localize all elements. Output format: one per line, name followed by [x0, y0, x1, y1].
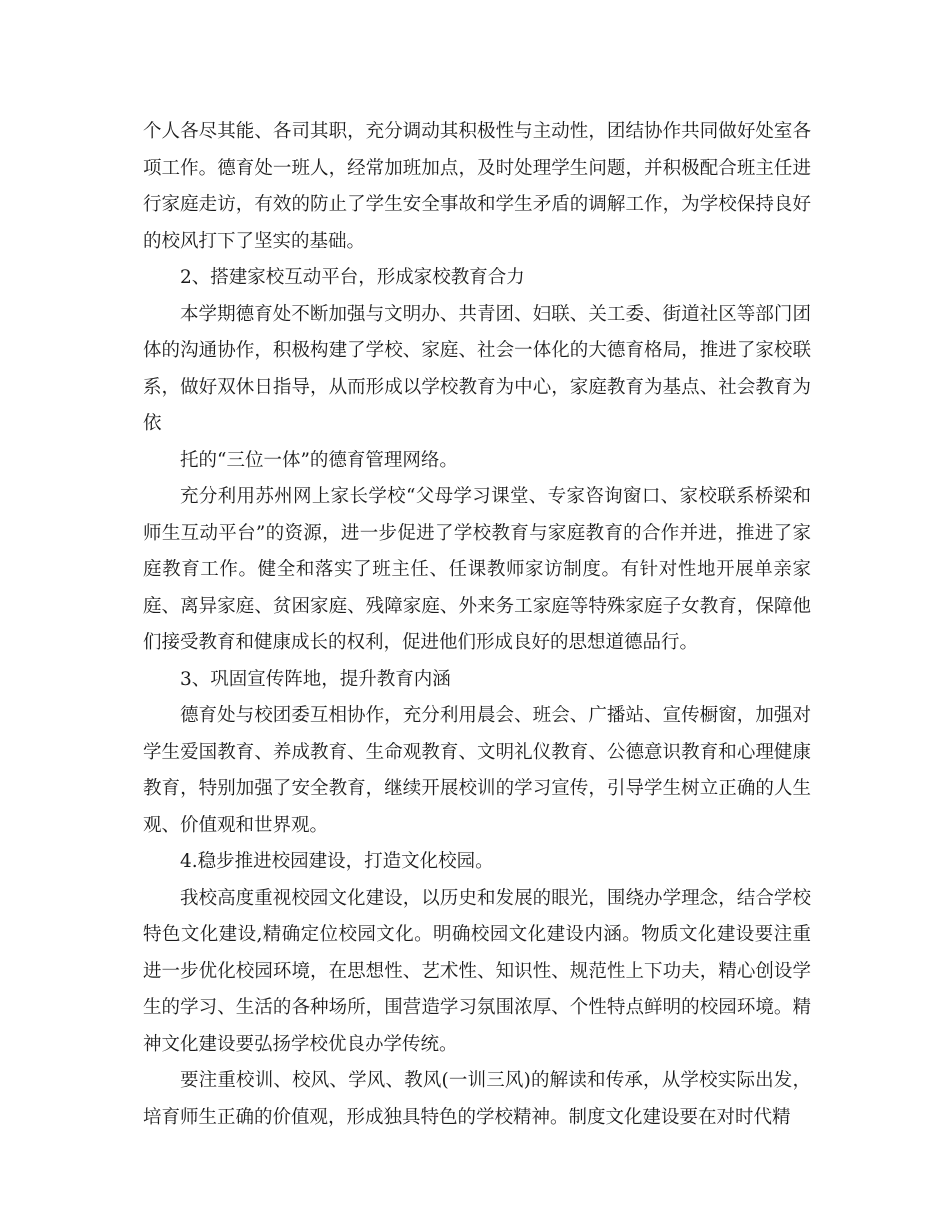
paragraph-online-parent-school: 充分利用苏州网上家长学校“父母学习课堂、专家咨询窗口、家校联系桥梁和师生互动平台”的资源，进一步促进了学校教育与家庭教育的合作并进，推进了家庭教育工作。健全和落实了班主任、任课教师家访制度。有针对性地开展单亲家庭、离异家庭、贫困家庭、残障家庭、外来务工家庭等特殊家庭子女教育，保障他们接受教育和健康成长的权利，促进他们形成良好的思想道德品行。 [143, 486, 811, 653]
paragraph-moral-education: 德育处与校团委互相协作，充分利用晨会、班会、广播站、宣传橱窗，加强对学生爱国教育、养成教育、生命观教育、文明礼仪教育、公德意识教育和心理健康教育，特别加强了安全教育，继续开展校训的学习宣传，引导学生树立正确的人生观、价值观和世界观。 [143, 705, 811, 836]
paragraph-three-in-one: 托的“三位一体”的德育管理网络。 [180, 449, 458, 471]
paragraph-cooperation: 本学期德育处不断加强与文明办、共青团、妇联、关工委、街道社区等部门团体的沟通协作，积极构建了学校、家庭、社会一体化的大德育格局，推进了家校联系，做好双休日指导，从而形成以学校教育为中心，家庭教育为基点、社会教育为依 [143, 303, 811, 434]
section-heading-publicity: 3、巩固宣传阵地，提升教育内涵 [180, 668, 451, 690]
section-heading-campus-culture: 4.稳步推进校园建设，打造文化校园。 [180, 851, 494, 872]
paragraph-staff-work: 个人各尽其能、各司其职，充分调动其积极性与主动性，团结协作共同做好处室各项工作。德育处一班人，经常加班加点，及时处理学生问题，并积极配合班主任进行家庭走访，有效的防止了学生安全事故和学生矛盾的调解工作，为学校保持良好的校风打下了坚实的基础。 [143, 121, 811, 252]
section-heading-home-school-platform: 2、搭建家校互动平台，形成家校教育合力 [180, 267, 525, 288]
paragraph-school-spirit: 要注重校训、校风、学风、教风(一训三风)的解读和传承，从学校实际出发，培育师生正确的价值观，形成独具特色的学校精神。制度文化建设要在对时代精 [143, 1070, 811, 1128]
document-body [143, 114, 811, 1136]
paragraph-campus-culture: 我校高度重视校园文化建设，以历史和发展的眼光，围绕办学理念，结合学校特色文化建设,精确定位校园文化。明确校园文化建设内涵。物质文化建设要注重进一步优化校园环境，在思想性、艺术性、知识性、规范性上下功夫，精心创设学生的学习、生活的各种场所，围营造学习氛围浓厚、个性特点鲜明的校园环境。精神文化建设要弘扬学校优良办学传统。 [143, 887, 811, 1055]
